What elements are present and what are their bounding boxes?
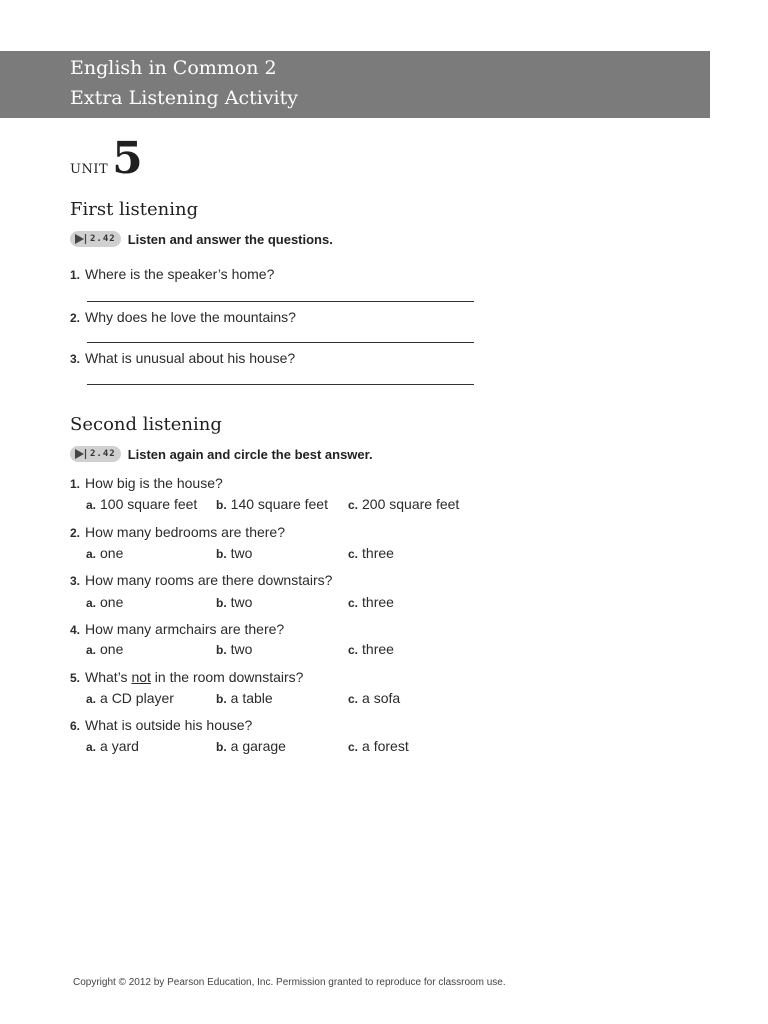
option-a[interactable] [86,496,197,512]
option-letter: a. [86,596,97,610]
option-a[interactable] [86,641,123,657]
option-text: one [100,545,124,561]
first-listening-instruction: Listen and answer the questions. [127,231,333,247]
question-text: Why does he love the mountains? [85,309,296,325]
question-number: 3. [70,574,81,588]
question-number: 6. [70,719,81,733]
mc-question [70,717,252,733]
option-text: a garage [230,738,286,754]
second-listening-title: Second listening [70,414,222,435]
option-letter: a. [86,740,97,754]
question-number: 1. [70,268,81,282]
open-question [70,309,296,325]
option-letter: a. [86,498,97,512]
unit-heading [70,133,143,184]
mc-question [70,621,284,637]
option-letter: c. [348,643,359,657]
mc-question [70,669,303,685]
option-letter: b. [216,596,227,610]
track-number: 2.42 [90,449,116,459]
question-number: 2. [70,311,81,325]
option-c[interactable] [348,496,459,512]
option-c[interactable] [348,545,394,561]
option-a[interactable] [86,738,139,754]
question-number: 5. [70,671,81,685]
option-letter: a. [86,547,97,561]
option-text: 100 square feet [100,496,198,512]
answer-line[interactable] [87,301,474,302]
option-b[interactable] [216,641,252,657]
option-letter: a. [86,692,97,706]
play-audio-icon [73,448,87,460]
option-text: two [230,594,253,610]
question-text: How big is the house? [85,475,223,491]
question-number: 4. [70,623,81,637]
unit-number: 5 [112,133,143,184]
option-text: three [362,594,394,610]
option-text: two [230,545,253,561]
answer-line[interactable] [87,342,474,343]
unit-word: unit [70,156,109,178]
header-subtitle: Extra Listening Activity [70,87,298,109]
audio-track-badge[interactable] [70,446,121,462]
option-b[interactable] [216,738,286,754]
mc-question [70,572,332,588]
answer-line[interactable] [87,384,474,385]
question-number: 1. [70,477,81,491]
question-text: What is unusual about his house? [85,350,296,366]
option-text: a table [230,690,273,706]
option-letter: b. [216,643,227,657]
option-b[interactable] [216,594,252,610]
question-text: What’s [85,669,132,685]
option-c[interactable] [348,690,400,706]
option-text: a yard [100,738,139,754]
copyright-notice: Copyright © 2012 by Pearson Education, Inc. Permission granted to reproduce for classroom use. [73,977,506,988]
question-text: Where is the speaker’s home? [85,266,275,282]
question-text: How many rooms are there downstairs? [85,572,333,588]
question-text: What is outside his house? [85,717,253,733]
question-text-emphasis: not [131,669,151,685]
first-listening-audio-row [70,230,333,248]
option-b[interactable] [216,545,252,561]
option-a[interactable] [86,594,123,610]
first-listening-title: First listening [70,199,199,220]
option-letter: b. [216,498,227,512]
option-text: 200 square feet [362,496,460,512]
option-text: a forest [362,738,409,754]
option-text: three [362,641,394,657]
question-text: in the room downstairs? [150,669,304,685]
option-a[interactable] [86,545,123,561]
option-letter: c. [348,547,359,561]
track-number: 2.42 [90,234,116,244]
audio-track-badge[interactable] [70,231,121,247]
option-letter: c. [348,740,359,754]
option-letter: c. [348,692,359,706]
option-letter: b. [216,547,227,561]
second-listening-audio-row [70,445,373,463]
option-letter: b. [216,692,227,706]
option-b[interactable] [216,496,328,512]
option-b[interactable] [216,690,273,706]
option-text: two [230,641,253,657]
question-number: 2. [70,526,81,540]
question-text: How many armchairs are there? [85,621,285,637]
mc-question [70,524,285,540]
header-band [0,51,710,118]
option-letter: b. [216,740,227,754]
option-text: a CD player [100,690,174,706]
option-c[interactable] [348,594,394,610]
option-letter: c. [348,596,359,610]
question-number: 3. [70,352,81,366]
play-audio-icon [73,233,87,245]
option-text: a sofa [362,690,401,706]
option-text: three [362,545,394,561]
option-text: 140 square feet [230,496,328,512]
open-question [70,350,295,366]
question-text: How many bedrooms are there? [85,524,286,540]
option-text: one [100,594,124,610]
option-letter: c. [348,498,359,512]
option-letter: a. [86,643,97,657]
option-a[interactable] [86,690,174,706]
option-c[interactable] [348,641,394,657]
option-text: one [100,641,124,657]
second-listening-instruction: Listen again and circle the best answer. [127,446,373,462]
header-title: English in Common 2 [70,57,277,79]
mc-question [70,475,223,491]
open-question [70,266,274,282]
option-c[interactable] [348,738,409,754]
